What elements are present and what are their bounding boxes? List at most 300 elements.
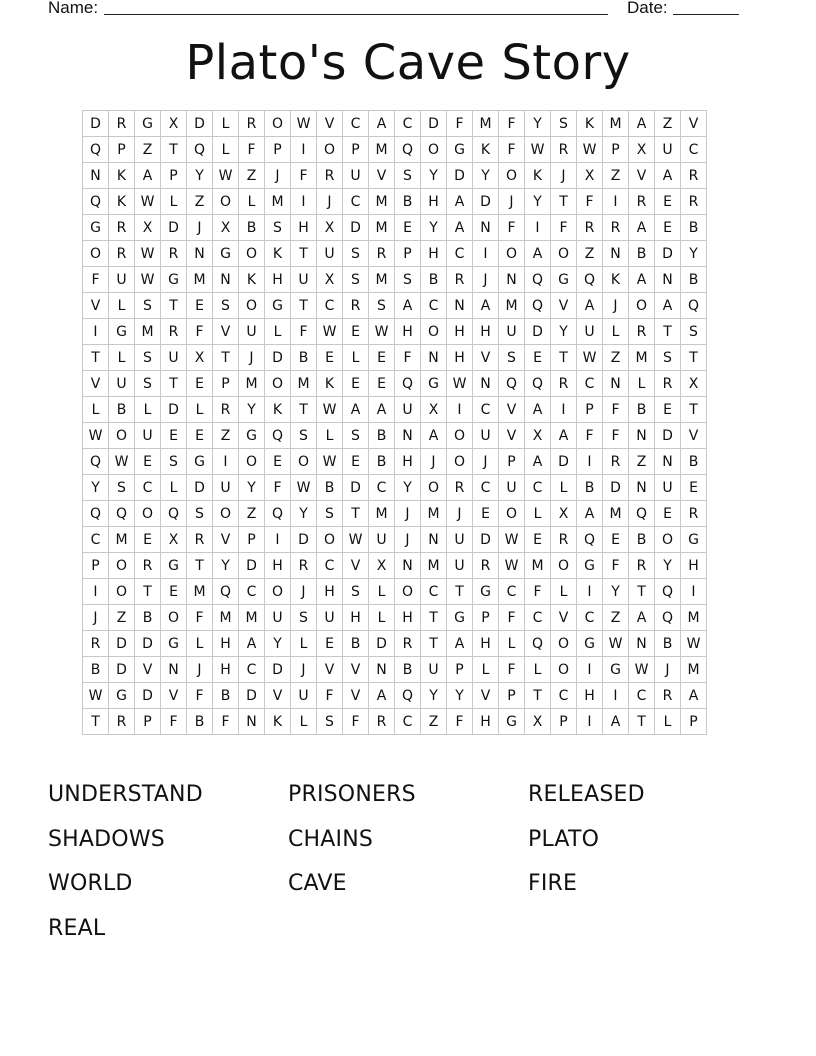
grid-cell: L (369, 579, 395, 605)
grid-cell: D (187, 475, 213, 501)
grid-cell: L (135, 397, 161, 423)
grid-cell: W (109, 449, 135, 475)
grid-cell: M (369, 189, 395, 215)
grid-cell: T (655, 319, 681, 345)
grid-cell: I (473, 241, 499, 267)
grid-cell: F (499, 137, 525, 163)
grid-cell: G (447, 605, 473, 631)
grid-cell: B (577, 475, 603, 501)
grid-cell: C (369, 475, 395, 501)
grid-cell: Y (525, 111, 551, 137)
grid-cell: N (655, 449, 681, 475)
grid-cell: H (447, 319, 473, 345)
grid-cell: W (681, 631, 707, 657)
grid-cell: S (395, 163, 421, 189)
grid-cell: P (343, 137, 369, 163)
grid-cell: Z (603, 605, 629, 631)
grid-cell: F (239, 137, 265, 163)
name-blank-line (104, 0, 608, 15)
grid-cell: Q (525, 293, 551, 319)
grid-cell: D (265, 345, 291, 371)
grid-cell: F (187, 683, 213, 709)
grid-cell: G (499, 709, 525, 735)
grid-cell: V (213, 319, 239, 345)
grid-cell: N (83, 163, 109, 189)
grid-cell: N (447, 293, 473, 319)
grid-row (83, 709, 707, 735)
grid-cell: Q (525, 631, 551, 657)
grid-row (83, 501, 707, 527)
grid-cell: A (629, 605, 655, 631)
grid-cell: L (603, 319, 629, 345)
grid-cell: L (655, 709, 681, 735)
grid-cell: G (265, 293, 291, 319)
grid-cell: H (473, 319, 499, 345)
grid-cell: L (213, 111, 239, 137)
grid-cell: B (681, 215, 707, 241)
grid-cell: T (83, 709, 109, 735)
grid-cell: R (109, 709, 135, 735)
grid-cell: Q (577, 267, 603, 293)
grid-cell: T (447, 579, 473, 605)
grid-cell: N (629, 631, 655, 657)
grid-cell: V (265, 683, 291, 709)
grid-cell: F (499, 605, 525, 631)
grid-cell: O (213, 189, 239, 215)
grid-cell: R (551, 137, 577, 163)
grid-cell: K (265, 709, 291, 735)
grid-cell: S (369, 293, 395, 319)
grid-cell: D (161, 397, 187, 423)
grid-cell: J (265, 163, 291, 189)
grid-cell: Y (603, 579, 629, 605)
grid-cell: U (317, 241, 343, 267)
word-list-item: CAVE (288, 871, 347, 896)
grid-cell: N (629, 475, 655, 501)
grid-cell: W (629, 657, 655, 683)
grid-cell: O (421, 475, 447, 501)
grid-cell: H (421, 241, 447, 267)
grid-cell: Y (265, 631, 291, 657)
grid-cell: G (135, 111, 161, 137)
grid-cell: U (473, 423, 499, 449)
word-list-item: PLATO (528, 826, 600, 852)
grid-cell: A (369, 111, 395, 137)
grid-cell: R (343, 293, 369, 319)
grid-cell: H (395, 605, 421, 631)
grid-cell: L (551, 579, 577, 605)
grid-cell: C (473, 475, 499, 501)
grid-cell: J (317, 189, 343, 215)
grid-cell: Y (239, 397, 265, 423)
grid-cell: S (343, 267, 369, 293)
grid-cell: Z (577, 241, 603, 267)
grid-cell: V (317, 657, 343, 683)
grid-cell: B (343, 631, 369, 657)
grid-cell: G (187, 449, 213, 475)
grid-cell: B (239, 215, 265, 241)
grid-cell: M (681, 605, 707, 631)
grid-cell: T (291, 241, 317, 267)
grid-cell: W (83, 423, 109, 449)
grid-cell: O (109, 553, 135, 579)
grid-cell: D (135, 631, 161, 657)
grid-row (83, 293, 707, 319)
grid-cell: T (551, 189, 577, 215)
grid-cell: Y (421, 683, 447, 709)
grid-cell: F (187, 319, 213, 345)
grid-row (83, 371, 707, 397)
grid-cell: L (525, 501, 551, 527)
grid-cell: D (421, 111, 447, 137)
grid-cell: P (395, 241, 421, 267)
grid-cell: P (681, 709, 707, 735)
grid-cell: F (499, 111, 525, 137)
grid-cell: W (135, 241, 161, 267)
grid-cell: P (265, 137, 291, 163)
grid-cell: R (603, 449, 629, 475)
name-label: Name: (48, 0, 99, 17)
grid-cell: W (135, 267, 161, 293)
grid-cell: U (265, 605, 291, 631)
grid-cell: O (239, 241, 265, 267)
grid-cell: Z (421, 709, 447, 735)
grid-cell: R (447, 267, 473, 293)
grid-cell: R (369, 241, 395, 267)
grid-cell: D (447, 163, 473, 189)
grid-cell: L (187, 397, 213, 423)
grid-cell: E (343, 371, 369, 397)
grid-cell: G (551, 267, 577, 293)
grid-cell: B (369, 449, 395, 475)
grid-cell: R (109, 241, 135, 267)
grid-cell: I (577, 657, 603, 683)
grid-cell: E (603, 527, 629, 553)
word-list-item: CHAINS (288, 826, 374, 852)
grid-cell: E (655, 215, 681, 241)
grid-cell: H (317, 579, 343, 605)
grid-cell: J (83, 605, 109, 631)
grid-cell: U (395, 397, 421, 423)
grid-cell: V (343, 683, 369, 709)
grid-cell: Q (395, 371, 421, 397)
grid-cell: N (395, 553, 421, 579)
grid-row (83, 137, 707, 163)
grid-cell: X (161, 111, 187, 137)
grid-cell: Y (525, 189, 551, 215)
grid-cell: H (473, 631, 499, 657)
grid-cell: M (603, 111, 629, 137)
grid-cell: L (239, 189, 265, 215)
grid-cell: E (369, 371, 395, 397)
grid-cell: B (395, 657, 421, 683)
grid-cell: O (655, 527, 681, 553)
grid-cell: S (655, 345, 681, 371)
grid-cell: D (135, 683, 161, 709)
grid-cell: V (369, 163, 395, 189)
grid-cell: V (681, 111, 707, 137)
grid-cell: A (655, 293, 681, 319)
grid-cell: R (161, 319, 187, 345)
grid-cell: H (577, 683, 603, 709)
grid-cell: U (317, 605, 343, 631)
grid-cell: M (525, 553, 551, 579)
grid-cell: Y (213, 553, 239, 579)
grid-cell: D (109, 631, 135, 657)
grid-cell: M (239, 605, 265, 631)
grid-row (83, 189, 707, 215)
grid-cell: V (551, 605, 577, 631)
grid-cell: X (525, 423, 551, 449)
grid-cell: I (291, 137, 317, 163)
grid-cell: R (629, 553, 655, 579)
grid-cell: D (265, 657, 291, 683)
grid-cell: F (447, 111, 473, 137)
grid-cell: M (421, 553, 447, 579)
grid-cell: O (551, 657, 577, 683)
grid-cell: F (83, 267, 109, 293)
grid-cell: L (109, 345, 135, 371)
grid-cell: X (577, 163, 603, 189)
grid-cell: A (369, 683, 395, 709)
grid-cell: U (161, 345, 187, 371)
grid-cell: Z (629, 449, 655, 475)
grid-cell: J (473, 267, 499, 293)
grid-cell: A (369, 397, 395, 423)
grid-cell: H (473, 709, 499, 735)
grid-cell: Q (525, 267, 551, 293)
grid-cell: J (187, 657, 213, 683)
grid-cell: P (109, 137, 135, 163)
grid-cell: F (577, 423, 603, 449)
grid-cell: O (551, 241, 577, 267)
grid-cell: R (551, 527, 577, 553)
grid-cell: N (603, 241, 629, 267)
grid-cell: F (499, 657, 525, 683)
grid-cell: E (525, 345, 551, 371)
grid-cell: L (473, 657, 499, 683)
grid-cell: D (83, 111, 109, 137)
grid-cell: W (603, 631, 629, 657)
grid-cell: C (421, 579, 447, 605)
grid-cell: G (83, 215, 109, 241)
grid-cell: K (265, 397, 291, 423)
grid-row (83, 215, 707, 241)
grid-cell: S (109, 475, 135, 501)
grid-cell: G (603, 657, 629, 683)
grid-row (83, 657, 707, 683)
grid-row (83, 345, 707, 371)
grid-cell: D (109, 657, 135, 683)
grid-cell: M (187, 579, 213, 605)
grid-cell: X (551, 501, 577, 527)
grid-cell: S (265, 215, 291, 241)
grid-cell: G (577, 631, 603, 657)
word-list-item: SHADOWS (48, 826, 165, 852)
grid-cell: O (629, 293, 655, 319)
grid-cell: P (499, 683, 525, 709)
grid-cell: Y (421, 163, 447, 189)
grid-cell: I (577, 449, 603, 475)
grid-cell: C (135, 475, 161, 501)
grid-cell: L (83, 397, 109, 423)
grid-cell: X (161, 527, 187, 553)
grid-cell: E (655, 397, 681, 423)
grid-cell: O (317, 137, 343, 163)
grid-cell: C (343, 189, 369, 215)
word-list-item: UNDERSTAND (48, 782, 203, 807)
grid-cell: V (629, 163, 655, 189)
grid-cell: W (213, 163, 239, 189)
grid-cell: T (161, 137, 187, 163)
grid-cell: I (577, 579, 603, 605)
grid-cell: V (161, 683, 187, 709)
grid-cell: L (109, 293, 135, 319)
grid-cell: L (525, 657, 551, 683)
grid-cell: M (421, 501, 447, 527)
grid-cell: R (213, 397, 239, 423)
grid-cell: A (447, 189, 473, 215)
grid-cell: X (421, 397, 447, 423)
grid-cell: U (655, 137, 681, 163)
grid-cell: F (603, 553, 629, 579)
grid-cell: G (161, 553, 187, 579)
grid-cell: A (135, 163, 161, 189)
grid-cell: M (369, 137, 395, 163)
grid-cell: U (655, 475, 681, 501)
grid-cell: E (161, 579, 187, 605)
grid-cell: T (161, 371, 187, 397)
grid-cell: C (473, 397, 499, 423)
grid-cell: R (187, 527, 213, 553)
grid-cell: L (317, 423, 343, 449)
grid-cell: D (525, 319, 551, 345)
grid-cell: I (551, 397, 577, 423)
grid-cell: E (187, 371, 213, 397)
grid-cell: L (161, 189, 187, 215)
grid-cell: M (109, 527, 135, 553)
grid-cell: S (187, 501, 213, 527)
grid-cell: K (317, 371, 343, 397)
grid-cell: M (369, 501, 395, 527)
grid-cell: Q (655, 579, 681, 605)
grid-cell: R (681, 163, 707, 189)
grid-cell: V (551, 293, 577, 319)
grid-cell: O (551, 631, 577, 657)
grid-cell: J (291, 579, 317, 605)
grid-cell: S (291, 423, 317, 449)
grid-cell: Q (213, 579, 239, 605)
grid-cell: S (343, 579, 369, 605)
grid-cell: W (83, 683, 109, 709)
grid-cell: B (629, 527, 655, 553)
grid-cell: E (655, 189, 681, 215)
grid-cell: F (291, 319, 317, 345)
grid-cell: M (681, 657, 707, 683)
grid-cell: U (447, 553, 473, 579)
grid-cell: S (681, 319, 707, 345)
grid-cell: F (577, 189, 603, 215)
grid-cell: R (317, 163, 343, 189)
grid-cell: R (395, 631, 421, 657)
grid-cell: V (83, 371, 109, 397)
grid-cell: C (629, 683, 655, 709)
grid-cell: F (343, 709, 369, 735)
grid-cell: I (213, 449, 239, 475)
grid-cell: Q (499, 371, 525, 397)
grid-cell: D (343, 215, 369, 241)
grid-cell: L (187, 631, 213, 657)
grid-cell: N (473, 371, 499, 397)
grid-cell: F (525, 579, 551, 605)
grid-cell: J (421, 449, 447, 475)
grid-cell: R (681, 501, 707, 527)
date-label: Date: (627, 0, 668, 17)
grid-cell: E (265, 449, 291, 475)
grid-cell: X (213, 215, 239, 241)
grid-cell: W (291, 111, 317, 137)
grid-cell: B (291, 345, 317, 371)
grid-cell: U (135, 423, 161, 449)
grid-cell: C (421, 293, 447, 319)
grid-cell: U (499, 475, 525, 501)
grid-cell: O (265, 579, 291, 605)
grid-cell: W (499, 553, 525, 579)
grid-cell: F (161, 709, 187, 735)
grid-cell: D (187, 111, 213, 137)
grid-cell: U (291, 267, 317, 293)
grid-cell: Y (655, 553, 681, 579)
grid-cell: A (603, 709, 629, 735)
grid-cell: C (447, 241, 473, 267)
grid-cell: B (213, 683, 239, 709)
grid-cell: E (369, 345, 395, 371)
grid-cell: L (551, 475, 577, 501)
grid-cell: C (317, 293, 343, 319)
grid-cell: S (161, 449, 187, 475)
grid-cell: O (421, 137, 447, 163)
grid-cell: S (135, 293, 161, 319)
grid-cell: B (83, 657, 109, 683)
grid-cell: A (551, 423, 577, 449)
grid-cell: E (525, 527, 551, 553)
grid-cell: H (421, 189, 447, 215)
grid-row (83, 579, 707, 605)
grid-cell: E (135, 449, 161, 475)
grid-cell: V (499, 397, 525, 423)
grid-cell: S (551, 111, 577, 137)
grid-cell: T (161, 293, 187, 319)
grid-cell: Z (603, 163, 629, 189)
grid-cell: A (447, 631, 473, 657)
grid-cell: B (655, 631, 681, 657)
grid-cell: N (213, 267, 239, 293)
grid-cell: D (161, 215, 187, 241)
grid-cell: I (525, 215, 551, 241)
grid-cell: K (265, 241, 291, 267)
grid-cell: O (291, 449, 317, 475)
grid-cell: G (213, 241, 239, 267)
header (48, 0, 748, 19)
grid-cell: S (343, 423, 369, 449)
grid-cell: C (343, 111, 369, 137)
grid-cell: B (135, 605, 161, 631)
grid-cell: N (421, 527, 447, 553)
grid-cell: D (473, 527, 499, 553)
grid-cell: A (447, 215, 473, 241)
grid-cell: I (291, 189, 317, 215)
grid-cell: V (83, 293, 109, 319)
